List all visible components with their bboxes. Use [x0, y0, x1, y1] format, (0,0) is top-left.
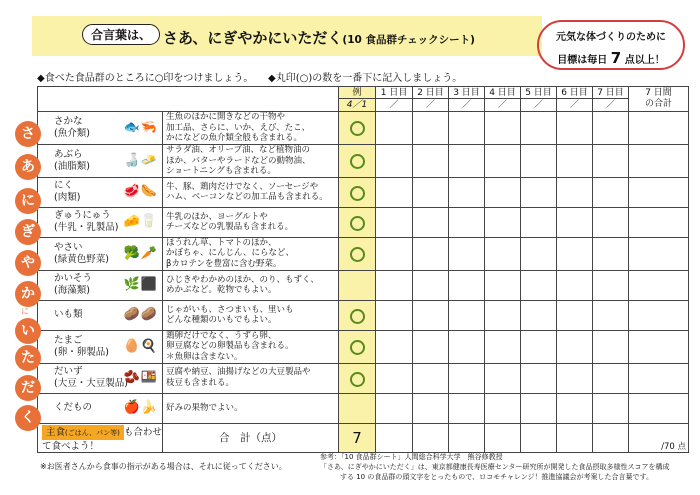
food-row — [38, 270, 689, 300]
header-row — [38, 87, 689, 112]
food-name-cell — [38, 300, 163, 330]
mnemonic-circle: た — [15, 345, 41, 371]
day-check-cell[interactable] — [557, 177, 593, 207]
food-desc-line: かになどの魚介類全般も含まれる。 — [166, 133, 303, 144]
food-desc-line: チーズなどの乳製品も含まれる。 — [166, 222, 294, 233]
reference-line2: 「さあ、にぎやかにいただく」は、東京都健康長寿医療センター研究所が開発した食品摂取多様性スコアを構成 — [320, 463, 670, 472]
example-circle-mark — [350, 309, 365, 324]
food-desc-line: 加工品、さらに、いか、えび、たこ、 — [166, 122, 311, 133]
day-check-cell[interactable] — [376, 237, 413, 270]
mnemonic-circle: や — [15, 250, 41, 276]
food-row — [38, 363, 689, 393]
food-category: (肉類) — [54, 192, 81, 204]
row-total-cell[interactable] — [629, 177, 689, 207]
doctor-note: ※お医者さんから食事の指示がある場合は、それに従ってください。 — [40, 462, 287, 471]
food-name: ぎゅうにゅう — [54, 210, 111, 222]
food-description — [163, 330, 339, 363]
food-category: (大豆・大豆製品) — [54, 378, 128, 389]
row-total-cell[interactable] — [629, 207, 689, 237]
food-icon: 🫘🍱 — [123, 369, 158, 385]
day-check-cell[interactable] — [376, 393, 413, 423]
food-icon: 🌿⬛ — [123, 277, 158, 292]
day-header[interactable] — [485, 87, 521, 112]
food-description — [163, 300, 339, 330]
instruction-count: ◆丸印(○)の数を一番下に記入しましょう。 — [268, 73, 463, 84]
day-check-cell[interactable] — [485, 144, 521, 177]
day-header[interactable] — [557, 87, 593, 112]
food-row — [38, 237, 689, 270]
date-slash: ／ — [605, 100, 615, 110]
day-check-cell[interactable] — [593, 330, 629, 363]
day-check-cell[interactable] — [593, 207, 629, 237]
row-total-cell[interactable] — [629, 330, 689, 363]
day-label: 6 日目 — [557, 87, 592, 99]
header-blank — [38, 87, 339, 112]
total-column-header — [629, 87, 689, 112]
mnemonic-circle: か — [15, 281, 41, 307]
day-check-cell[interactable] — [557, 330, 593, 363]
day-check-cell[interactable] — [593, 363, 629, 393]
row-total-cell[interactable] — [629, 144, 689, 177]
food-icon: 🥦🥕 — [123, 245, 158, 261]
staple-food-examples: (ごはん、パン等) — [65, 428, 120, 437]
staple-food-label: 主食 — [46, 426, 66, 438]
food-desc-line: 卵豆腐などの卵製品も含まれる。 — [166, 341, 294, 352]
mnemonic-circle: だ — [15, 375, 41, 401]
food-description — [163, 237, 339, 270]
reference-line1: 参考：「10 食品群シート」人間総合科学大学 熊谷修教授 — [320, 453, 503, 461]
page-subtitle: (10 食品群チェックシート) — [342, 34, 475, 46]
mnemonic-circle: い — [15, 318, 41, 344]
day-check-cell[interactable] — [413, 207, 449, 237]
day-total-cell[interactable] — [485, 423, 521, 452]
day-check-cell[interactable] — [376, 112, 413, 145]
day-header[interactable] — [521, 87, 557, 112]
day-check-cell[interactable] — [521, 207, 557, 237]
food-desc-line: ひじきやわかめのほか、のり、もずく、 — [166, 274, 319, 285]
day-check-cell[interactable] — [557, 270, 593, 300]
food-icon: 🧀🥛 — [123, 214, 158, 230]
date-slash: ／ — [461, 100, 471, 110]
example-check-cell — [339, 177, 376, 207]
food-desc-line: どんな種類のいもでもよい。 — [166, 315, 277, 326]
day-check-cell[interactable] — [413, 393, 449, 423]
example-date: 4／1 — [346, 100, 368, 110]
day-check-cell[interactable] — [485, 207, 521, 237]
day-check-cell[interactable] — [521, 237, 557, 270]
food-desc-line: サラダ油、オリーブ油、など植物油の — [166, 144, 310, 155]
day-check-cell[interactable] — [593, 177, 629, 207]
day-check-cell[interactable] — [449, 177, 485, 207]
food-name-cell — [38, 144, 163, 177]
day-check-cell[interactable] — [557, 300, 593, 330]
example-circle-mark — [350, 247, 365, 262]
day-check-cell[interactable] — [413, 270, 449, 300]
food-description — [163, 363, 339, 393]
food-desc-line: 豆腐や納豆、油揚げなどの大豆製品や — [166, 367, 311, 378]
food-category: (牛乳・乳製品) — [54, 222, 119, 234]
food-name-cell — [38, 112, 163, 145]
day-check-cell[interactable] — [557, 393, 593, 423]
food-category: (緑黄色野菜) — [54, 253, 109, 265]
day-check-cell[interactable] — [593, 144, 629, 177]
food-description — [163, 144, 339, 177]
food-name-cell — [38, 363, 163, 393]
food-name-cell — [38, 270, 163, 300]
example-check-cell — [339, 330, 376, 363]
day-check-cell[interactable] — [413, 112, 449, 145]
food-desc-line: 牛乳のほか、ヨーグルトや — [166, 211, 268, 222]
food-name-cell — [38, 393, 163, 423]
day-check-cell[interactable] — [521, 144, 557, 177]
food-description — [163, 207, 339, 237]
row-total-cell[interactable] — [629, 270, 689, 300]
page-title — [163, 27, 475, 48]
food-name: たまご — [54, 334, 83, 346]
food-row — [38, 393, 689, 423]
day-check-cell[interactable] — [521, 177, 557, 207]
day-check-cell[interactable] — [521, 112, 557, 145]
day-check-cell[interactable] — [557, 237, 593, 270]
day-check-cell[interactable] — [413, 300, 449, 330]
row-total-cell[interactable] — [629, 393, 689, 423]
food-rows — [38, 112, 689, 424]
mnemonic-circle: さ — [15, 121, 41, 147]
day-check-cell[interactable] — [557, 112, 593, 145]
food-row — [38, 112, 689, 145]
day-label: 5 日目 — [521, 87, 556, 99]
goal-line2 — [539, 46, 683, 70]
food-checklist-table — [37, 86, 689, 453]
day-check-cell[interactable] — [449, 330, 485, 363]
day-check-cell[interactable] — [593, 270, 629, 300]
day-check-cell[interactable] — [376, 177, 413, 207]
day-check-cell[interactable] — [376, 270, 413, 300]
example-circle-mark — [350, 216, 365, 231]
row-total-cell[interactable] — [629, 112, 689, 145]
food-desc-line: 好みの果物でよい。 — [166, 402, 243, 413]
day-header[interactable] — [376, 87, 413, 112]
day-header[interactable] — [413, 87, 449, 112]
food-category: (油脂類) — [54, 160, 90, 172]
food-description — [163, 393, 339, 423]
day-check-cell[interactable] — [485, 177, 521, 207]
example-check-cell — [339, 300, 376, 330]
food-desc-line: ハム、ベーコンなどの加工品も含まれる。 — [166, 192, 328, 203]
food-desc-line: βカロテンを豊富に含む野菜。 — [166, 259, 282, 269]
day-check-cell[interactable] — [521, 300, 557, 330]
day-total-cell[interactable] — [449, 423, 485, 452]
food-description — [163, 112, 339, 145]
day-label: 7 日目 — [593, 87, 628, 99]
day-check-cell[interactable] — [593, 237, 629, 270]
food-name: やさい — [54, 241, 83, 253]
day-header[interactable] — [449, 87, 485, 112]
goal-box — [537, 20, 685, 70]
staple-food-message — [38, 423, 163, 452]
day-check-cell[interactable] — [485, 363, 521, 393]
food-name: さかな — [54, 116, 83, 128]
day-check-cell[interactable] — [557, 207, 593, 237]
food-desc-line: ほうれん草、トマトのほか、 — [166, 237, 277, 248]
example-check-cell — [339, 270, 376, 300]
day-total-cell[interactable] — [593, 423, 629, 452]
example-check-cell — [339, 237, 376, 270]
date-slash: ／ — [389, 100, 399, 110]
day-check-cell[interactable] — [485, 237, 521, 270]
day-check-cell[interactable] — [376, 207, 413, 237]
example-check-cell — [339, 144, 376, 177]
staple-food-highlight — [42, 425, 124, 440]
food-row — [38, 207, 689, 237]
example-column-header — [339, 87, 376, 112]
example-circle-mark — [350, 372, 365, 387]
food-category: (魚介類) — [54, 127, 90, 139]
food-description — [163, 270, 339, 300]
day-check-cell[interactable] — [413, 237, 449, 270]
day-check-cell[interactable] — [376, 300, 413, 330]
food-name-cell — [38, 177, 163, 207]
day-check-cell[interactable] — [521, 393, 557, 423]
total-row — [38, 423, 689, 452]
date-slash: ／ — [533, 100, 543, 110]
day-check-cell[interactable] — [376, 363, 413, 393]
day-check-cell[interactable] — [413, 177, 449, 207]
goal-line2-post: 点以上！ — [621, 55, 665, 66]
food-name: あぶら — [54, 148, 83, 160]
food-desc-line: 牛、豚、鶏肉だけでなく、ソーセージや — [166, 181, 319, 192]
day-check-cell[interactable] — [593, 112, 629, 145]
example-check-cell — [339, 363, 376, 393]
food-row — [38, 177, 689, 207]
food-row — [38, 144, 689, 177]
day-check-cell[interactable] — [521, 363, 557, 393]
food-desc-line: 枝豆も含まれる。 — [166, 378, 235, 388]
mnemonic-circle: ぎ — [15, 219, 41, 245]
food-name: だいず — [54, 366, 83, 378]
day-check-cell[interactable] — [449, 207, 485, 237]
day-total-cell[interactable] — [376, 423, 413, 452]
day-check-cell[interactable] — [449, 112, 485, 145]
day-check-cell[interactable] — [485, 270, 521, 300]
day-check-cell[interactable] — [485, 300, 521, 330]
food-category: (卵・卵製品) — [54, 346, 109, 358]
staple-food-slogan: も合わせて食べよう！ — [42, 426, 162, 452]
date-slash: ／ — [425, 100, 435, 110]
food-category: (海藻類) — [54, 285, 90, 297]
day-check-cell[interactable] — [485, 393, 521, 423]
total-header-line2: の合計 — [644, 99, 672, 109]
day-check-cell[interactable] — [449, 144, 485, 177]
day-check-cell[interactable] — [449, 270, 485, 300]
day-label: 3 日目 — [449, 87, 484, 99]
day-check-cell[interactable] — [521, 270, 557, 300]
row-total-cell[interactable] — [629, 237, 689, 270]
food-icon: 🥔🥔 — [123, 307, 158, 322]
example-circle-mark — [350, 186, 365, 201]
day-check-cell[interactable] — [376, 330, 413, 363]
food-row — [38, 300, 689, 330]
row-total-cell[interactable] — [629, 363, 689, 393]
goal-number: 7 — [610, 49, 622, 67]
grand-total-cell[interactable]: /70 点 — [629, 423, 689, 452]
day-check-cell[interactable] — [413, 330, 449, 363]
food-name-cell — [38, 330, 163, 363]
day-label: 1 日目 — [376, 87, 412, 99]
food-desc-line: 生魚のほかに開きなどの干物や — [166, 112, 286, 122]
title-main-text: さあ、にぎやかにいただく — [163, 29, 343, 47]
food-desc-line: 鶏卵だけでなく、うずら卵、 — [166, 330, 277, 341]
day-total-cell[interactable] — [413, 423, 449, 452]
food-desc-line: ショートニングも含まれる。 — [166, 166, 276, 177]
food-icon: 🍎🍌 — [123, 399, 158, 415]
example-label: 例 — [339, 87, 375, 99]
day-check-cell[interactable] — [593, 300, 629, 330]
day-check-cell[interactable] — [521, 330, 557, 363]
day-label: 4 日目 — [485, 87, 520, 99]
food-name: にく — [54, 180, 74, 192]
day-total-cell[interactable] — [557, 423, 593, 452]
date-slash: ／ — [497, 100, 507, 110]
example-total: 7 — [339, 423, 376, 452]
example-circle-mark — [350, 121, 365, 136]
mnemonic-small-ni: に — [21, 307, 29, 316]
day-check-cell[interactable] — [449, 363, 485, 393]
example-check-cell — [339, 207, 376, 237]
food-row — [38, 330, 689, 363]
day-check-cell[interactable] — [485, 330, 521, 363]
instruction-mark: ◆食べた食品群のところに○印をつけましょう。 — [37, 73, 254, 84]
day-check-cell[interactable] — [376, 144, 413, 177]
reference-note — [320, 452, 695, 482]
mnemonic-circle: く — [15, 405, 41, 431]
reference-line3: する 10 の食品群の頭文字をとったもので、ロコモチャレンジ！推進協議会が考案した合言葉です。 — [340, 473, 653, 482]
day-header[interactable] — [593, 87, 629, 112]
day-label: 2 日目 — [413, 87, 448, 99]
day-check-cell[interactable] — [449, 237, 485, 270]
food-name-cell — [38, 207, 163, 237]
goal-line1: 元気な体づくりのために — [556, 32, 666, 43]
row-total-cell[interactable] — [629, 300, 689, 330]
food-desc-line: めかぶなど。乾物でもよい。 — [166, 285, 277, 296]
food-description — [163, 177, 339, 207]
example-circle-mark — [350, 340, 365, 355]
motto-badge: 合言葉は、 — [82, 24, 160, 45]
day-check-cell[interactable] — [557, 363, 593, 393]
date-slash: ／ — [569, 100, 579, 110]
day-check-cell[interactable] — [413, 144, 449, 177]
example-check-cell — [339, 112, 376, 145]
day-check-cell[interactable] — [449, 393, 485, 423]
food-desc-line: じゃがいも、さつまいも、里いも — [166, 304, 294, 315]
day-check-cell[interactable] — [593, 393, 629, 423]
day-check-cell[interactable] — [449, 300, 485, 330]
food-name: かいそう — [54, 273, 93, 285]
goal-line2-pre: 目標は毎日 — [557, 55, 611, 66]
food-name: いも類 — [54, 309, 83, 321]
day-total-cell[interactable] — [521, 423, 557, 452]
food-icon: 🐟🦐 — [123, 119, 158, 135]
food-icon: 🍶🧈 — [123, 152, 158, 168]
day-check-cell[interactable] — [485, 112, 521, 145]
mnemonic-circle: に — [15, 188, 41, 214]
day-check-cell[interactable] — [413, 363, 449, 393]
example-check-cell — [339, 393, 376, 423]
example-circle-mark — [350, 154, 365, 169]
mnemonic-circle: あ — [15, 154, 41, 180]
total-header-line1: 7 日間 — [645, 88, 672, 99]
food-name: くだもの — [54, 402, 93, 414]
food-desc-line: ほか、バターやラードなどの動物油、 — [166, 155, 311, 166]
total-label: 合 計（点） — [163, 423, 339, 452]
food-icon: 🥚🍳 — [123, 338, 158, 354]
food-desc-line: かぼちゃ、にんじん、にらなど、 — [166, 248, 295, 259]
day-check-cell[interactable] — [557, 144, 593, 177]
food-desc-line: ＊魚卵は含まない。 — [166, 351, 243, 362]
food-name-cell — [38, 237, 163, 270]
food-icon: 🥩🌭 — [123, 184, 158, 200]
